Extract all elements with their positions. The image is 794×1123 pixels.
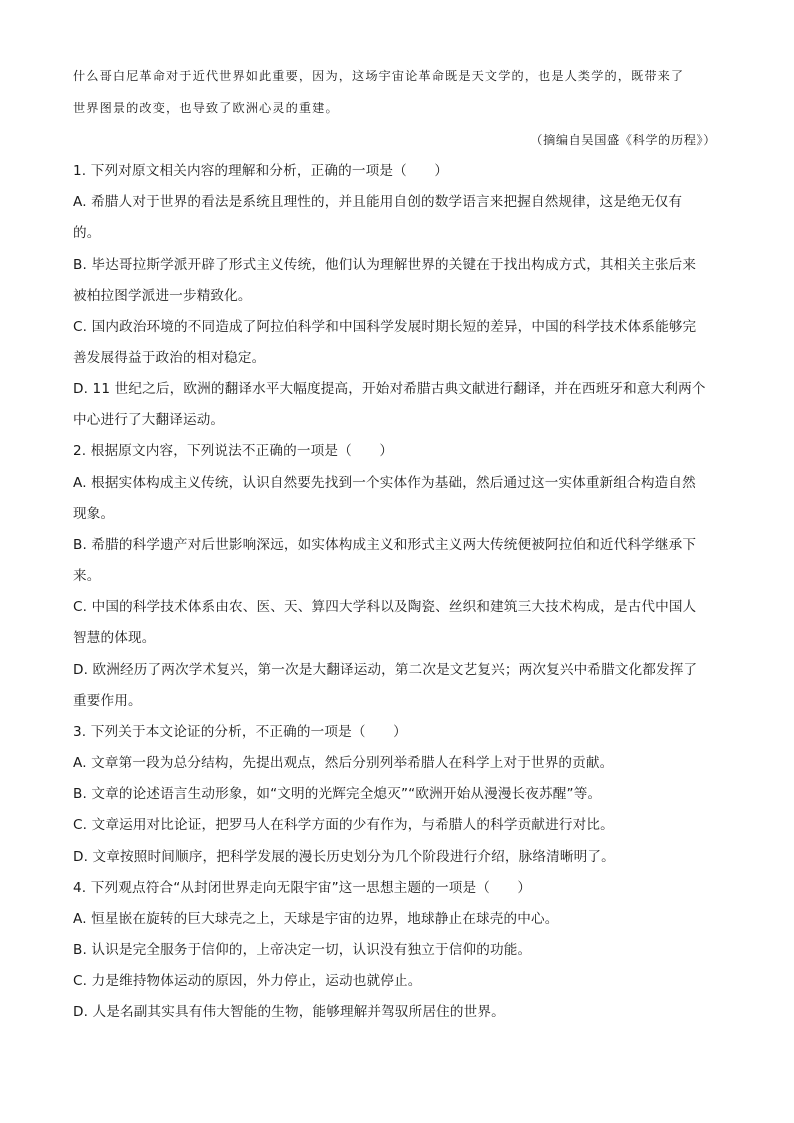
question-2-option-c-line-2: 智慧的体现。 (73, 630, 156, 646)
question-1-option-d-line-1: D. 11 世纪之后，欧洲的翻译水平大幅度提高，开始对希腊古典文献进行翻译，并在西班牙和意大利两个 (73, 381, 706, 397)
question-1-option-d-line-2: 中心进行了大翻译运动。 (73, 412, 225, 428)
question-1-option-b-line-2: 被柏拉图学派进一步精致化。 (73, 288, 252, 304)
question-2-option-b-line-1: B. 希腊的科学遗产对后世影响深远，如实体构成主义和形式主义两大传统便被阿拉伯和近代科学继承下 (73, 537, 697, 553)
question-1-option-c-line-2: 善发展得益于政治的相对稳定。 (73, 350, 266, 366)
question-2-option-c-line-1: C. 中国的科学技术体系由农、医、天、算四大学科以及陶瓷、丝织和建筑三大技术构成，是古代中国人 (73, 599, 697, 615)
question-4-stem: 4. 下列观点符合“从封闭世界走向无限宇宙”这一思想主题的一项是（ ） (73, 880, 532, 896)
question-2-option-a-line-1: A. 根据实体构成主义传统，认识自然要先找到一个实体作为基础，然后通过这一实体重新组合构造自然 (73, 475, 696, 491)
question-2-option-b-line-2: 来。 (73, 568, 101, 584)
question-4-option-d: D. 人是名副其实具有伟大智能的生物，能够理解并驾驭所居住的世界。 (73, 1004, 505, 1020)
question-1-option-a-line-2: 的。 (73, 225, 101, 241)
question-1-stem: 1. 下列对原文相关内容的理解和分析，正确的一项是（ ） (73, 163, 449, 179)
question-1-option-a-line-1: A. 希腊人对于世界的看法是系统且理性的，并且能用自创的数学语言来把握自然规律，这是绝无仅有 (73, 194, 683, 210)
question-2-stem: 2. 根据原文内容，下列说法不正确的一项是（ ） (73, 443, 394, 459)
passage-source: （摘编自吴国盛《科学的历程》） (530, 133, 716, 147)
question-4-option-b: B. 认识是完全服务于信仰的，上帝决定一切，认识没有独立于信仰的功能。 (73, 942, 532, 958)
question-2-option-a-line-2: 现象。 (73, 506, 115, 522)
question-1-option-b-line-1: B. 毕达哥拉斯学派开辟了形式主义传统，他们认为理解世界的关键在于找出构成方式，其相关主张后来 (73, 257, 697, 273)
question-3-stem: 3. 下列关于本文论证的分析，不正确的一项是（ ） (73, 724, 407, 740)
question-3-option-d: D. 文章按照时间顺序，把科学发展的漫长历史划分为几个阶段进行介绍，脉络清晰明了。 (73, 849, 615, 865)
question-4-option-a: A. 恒星嵌在旋转的巨大球壳之上，天球是宇宙的边界，地球静止在球壳的中心。 (73, 911, 559, 927)
question-2-option-d-line-2: 重要作用。 (73, 693, 142, 709)
passage-line-2: 世界图景的改变，也导致了欧洲心灵的重建。 (73, 101, 339, 115)
question-2-option-d-line-1: D. 欧洲经历了两次学术复兴，第一次是大翻译运动，第二次是文艺复兴；两次复兴中希腊文化都发挥了 (73, 662, 698, 678)
passage-line-1: 什么哥白尼革命对于近代世界如此重要，因为，这场宇宙论革命既是天文学的，也是人类学的，既带来了 (73, 69, 685, 83)
question-4-option-c: C. 力是维持物体运动的原因，外力停止，运动也就停止。 (73, 973, 422, 989)
question-1-option-c-line-1: C. 国内政治环境的不同造成了阿拉伯科学和中国科学发展时期长短的差异，中国的科学技术体系能够完 (73, 319, 697, 335)
question-3-option-c: C. 文章运用对比论证，把罗马人在科学方面的少有作为，与希腊人的科学贡献进行对比。 (73, 817, 614, 833)
question-3-option-b: B. 文章的论述语言生动形象，如“文明的光辉完全熄灭”“欧洲开始从漫漫长夜苏醒”等。 (73, 786, 602, 802)
question-3-option-a: A. 文章第一段为总分结构，先提出观点，然后分别列举希腊人在科学上对于世界的贡献。 (73, 755, 614, 771)
